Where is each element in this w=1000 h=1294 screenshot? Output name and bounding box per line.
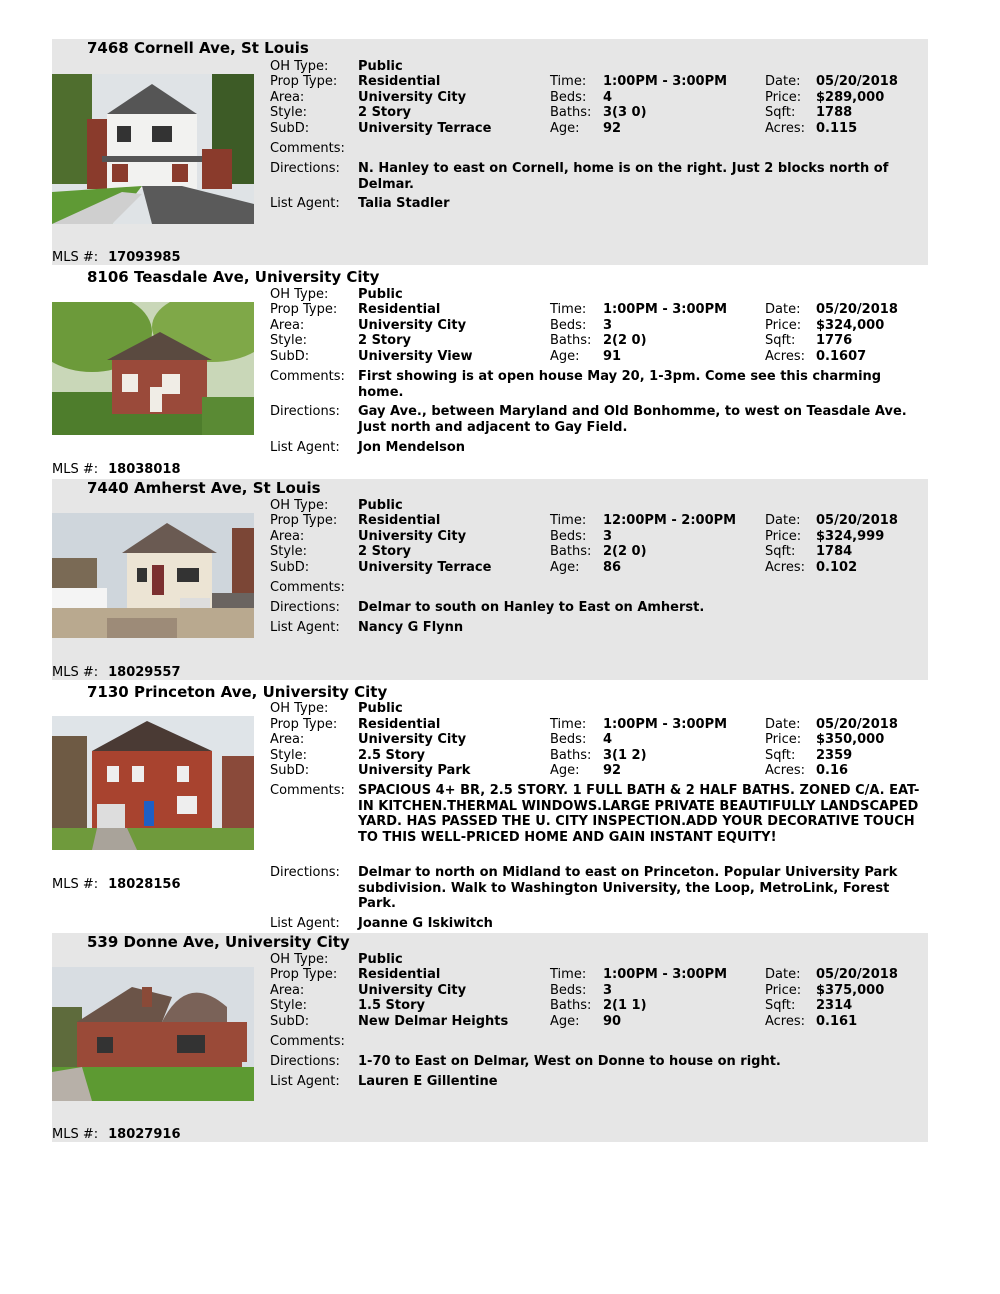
beds-label: Beds: (550, 318, 587, 333)
area-label: Area: (270, 318, 305, 333)
style-value: 2 Story (358, 333, 411, 348)
list-agent-value: Lauren E Gillentine (358, 1074, 498, 1089)
list-agent-value: Joanne G Iskiwitch (358, 916, 493, 931)
acres-label: Acres: (765, 121, 806, 136)
acres-label: Acres: (765, 763, 806, 778)
prop-type-value: Residential (358, 967, 441, 982)
price-label: Price: (765, 318, 802, 333)
mls-number (52, 665, 181, 680)
time-value: 12:00PM - 2:00PM (603, 513, 737, 528)
prop-type-value: Residential (358, 717, 441, 732)
sqft-value: 2359 (816, 748, 853, 763)
beds-value: 4 (603, 732, 613, 747)
price-value: $375,000 (816, 983, 885, 998)
age-label: Age: (550, 763, 580, 778)
mls-label: MLS #: (52, 250, 99, 265)
house-photo (52, 302, 254, 435)
oh-type-label: OH Type: (270, 498, 329, 513)
baths-value: 2(2 0) (603, 544, 647, 559)
beds-label: Beds: (550, 529, 587, 544)
directions-label: Directions: (270, 1054, 340, 1069)
oh-type-label: OH Type: (270, 952, 329, 967)
oh-type-value: Public (358, 287, 403, 302)
subd-label: SubD: (270, 121, 310, 136)
sqft-label: Sqft: (765, 105, 796, 120)
comments-label: Comments: (270, 1034, 345, 1049)
subd-label: SubD: (270, 763, 310, 778)
age-label: Age: (550, 1014, 580, 1029)
time-label: Time: (550, 513, 587, 528)
beds-value: 3 (603, 318, 613, 333)
style-label: Style: (270, 105, 308, 120)
prop-type-value: Residential (358, 513, 441, 528)
baths-label: Baths: (550, 998, 592, 1013)
sqft-value: 2314 (816, 998, 853, 1013)
listing-address: 7440 Amherst Ave, St Louis (87, 479, 321, 497)
style-value: 2 Story (358, 105, 411, 120)
subd-label: SubD: (270, 560, 310, 575)
beds-label: Beds: (550, 983, 587, 998)
listing-card (52, 933, 928, 1142)
date-label: Date: (765, 74, 801, 89)
prop-type-value: Residential (358, 74, 441, 89)
directions-label: Directions: (270, 600, 340, 615)
sqft-label: Sqft: (765, 333, 796, 348)
subd-value: University Terrace (358, 121, 492, 136)
directions-label: Directions: (270, 404, 340, 419)
list-agent-label: List Agent: (270, 620, 340, 635)
comments-label: Comments: (270, 783, 345, 798)
time-value: 1:00PM - 3:00PM (603, 74, 728, 89)
area-value: University City (358, 983, 467, 998)
baths-label: Baths: (550, 748, 592, 763)
style-label: Style: (270, 748, 308, 763)
date-value: 05/20/2018 (816, 74, 898, 89)
house-photo (52, 716, 254, 850)
price-value: $324,999 (816, 529, 885, 544)
date-value: 05/20/2018 (816, 302, 898, 317)
sqft-label: Sqft: (765, 998, 796, 1013)
age-label: Age: (550, 349, 580, 364)
beds-value: 4 (603, 90, 613, 105)
list-agent-value: Jon Mendelson (358, 440, 466, 455)
style-label: Style: (270, 544, 308, 559)
prop-type-label: Prop Type: (270, 302, 338, 317)
date-value: 05/20/2018 (816, 967, 898, 982)
list-agent-label: List Agent: (270, 916, 340, 931)
area-value: University City (358, 90, 467, 105)
list-agent-value: Talia Stadler (358, 196, 450, 211)
age-label: Age: (550, 121, 580, 136)
acres-label: Acres: (765, 349, 806, 364)
date-value: 05/20/2018 (816, 717, 898, 732)
price-label: Price: (765, 90, 802, 105)
comments-label: Comments: (270, 580, 345, 595)
style-value: 2 Story (358, 544, 411, 559)
oh-type-value: Public (358, 59, 403, 74)
mls-number (52, 1127, 181, 1142)
directions-value: Delmar to south on Hanley to East on Amherst. (358, 600, 705, 615)
age-value: 92 (603, 763, 622, 778)
date-label: Date: (765, 302, 801, 317)
time-value: 1:00PM - 3:00PM (603, 967, 728, 982)
price-label: Price: (765, 529, 802, 544)
sqft-value: 1776 (816, 333, 853, 348)
area-label: Area: (270, 90, 305, 105)
listing-card (52, 479, 928, 680)
style-label: Style: (270, 998, 308, 1013)
oh-type-value: Public (358, 498, 403, 513)
beds-label: Beds: (550, 732, 587, 747)
baths-label: Baths: (550, 333, 592, 348)
acres-value: 0.115 (816, 121, 858, 136)
oh-type-label: OH Type: (270, 59, 329, 74)
list-agent-value: Nancy G Flynn (358, 620, 464, 635)
comments-label: Comments: (270, 369, 345, 384)
price-value: $350,000 (816, 732, 885, 747)
area-value: University City (358, 318, 467, 333)
style-label: Style: (270, 333, 308, 348)
mls-number (52, 877, 181, 892)
time-label: Time: (550, 967, 587, 982)
date-value: 05/20/2018 (816, 513, 898, 528)
age-label: Age: (550, 560, 580, 575)
time-value: 1:00PM - 3:00PM (603, 717, 728, 732)
time-label: Time: (550, 302, 587, 317)
date-label: Date: (765, 967, 801, 982)
directions-label: Directions: (270, 161, 340, 176)
area-value: University City (358, 529, 467, 544)
house-photo (52, 513, 254, 638)
oh-type-label: OH Type: (270, 701, 329, 716)
sqft-value: 1788 (816, 105, 853, 120)
prop-type-value: Residential (358, 302, 441, 317)
mls-label: MLS #: (52, 462, 99, 477)
baths-value: 2(2 0) (603, 333, 647, 348)
listing-address: 8106 Teasdale Ave, University City (87, 268, 380, 286)
directions-label: Directions: (270, 865, 340, 880)
price-label: Price: (765, 983, 802, 998)
area-label: Area: (270, 983, 305, 998)
directions-value: Gay Ave., between Maryland and Old Bonhomme, to west on Teasdale Ave. Just north and adjacent to Gay Field. (358, 404, 907, 435)
baths-value: 3(1 2) (603, 748, 647, 763)
listing-card (52, 683, 928, 933)
prop-type-label: Prop Type: (270, 74, 338, 89)
baths-label: Baths: (550, 544, 592, 559)
date-label: Date: (765, 717, 801, 732)
price-value: $289,000 (816, 90, 885, 105)
prop-type-label: Prop Type: (270, 513, 338, 528)
time-label: Time: (550, 717, 587, 732)
acres-value: 0.102 (816, 560, 858, 575)
comments-label: Comments: (270, 141, 345, 156)
date-label: Date: (765, 513, 801, 528)
mls-value: 17093985 (108, 250, 181, 265)
directions-value: Delmar to north on Midland to east on Princeton. Popular University Park subdivision. Walk to Washington University, the Loop, MetroLink, Forest Park. (358, 865, 898, 911)
time-label: Time: (550, 74, 587, 89)
comments-value: SPACIOUS 4+ BR, 2.5 STORY. 1 FULL BATH & 2 HALF BATHS. ZONED C/A. EAT-IN KITCHEN.THERMAL WINDOWS.LARGE PRIVATE BEAUTIFULLY LANDSCAPED YARD. HAS PASSED THE U. CITY INSPECTION.ADD YOUR DECORATIVE TOUCH TO THIS WELL-PRICED HOME AND GAIN INSTANT EQUITY! (358, 783, 920, 845)
list-agent-label: List Agent: (270, 440, 340, 455)
prop-type-label: Prop Type: (270, 717, 338, 732)
beds-value: 3 (603, 983, 613, 998)
mls-label: MLS #: (52, 877, 99, 892)
mls-value: 18027916 (108, 1127, 181, 1142)
subd-value: New Delmar Heights (358, 1014, 509, 1029)
style-value: 1.5 Story (358, 998, 425, 1013)
house-photo (52, 967, 254, 1101)
mls-number (52, 250, 181, 265)
sqft-label: Sqft: (765, 748, 796, 763)
directions-value: 1-70 to East on Delmar, West on Donne to house on right. (358, 1054, 781, 1069)
sqft-label: Sqft: (765, 544, 796, 559)
sqft-value: 1784 (816, 544, 853, 559)
mls-label: MLS #: (52, 1127, 99, 1142)
area-label: Area: (270, 529, 305, 544)
subd-value: University Terrace (358, 560, 492, 575)
mls-value: 18038018 (108, 462, 181, 477)
area-label: Area: (270, 732, 305, 747)
acres-value: 0.16 (816, 763, 849, 778)
time-value: 1:00PM - 3:00PM (603, 302, 728, 317)
price-value: $324,000 (816, 318, 885, 333)
subd-value: University Park (358, 763, 471, 778)
prop-type-label: Prop Type: (270, 967, 338, 982)
mls-value: 18028156 (108, 877, 181, 892)
listing-card (52, 268, 928, 478)
acres-label: Acres: (765, 1014, 806, 1029)
mls-label: MLS #: (52, 665, 99, 680)
acres-label: Acres: (765, 560, 806, 575)
baths-value: 2(1 1) (603, 998, 647, 1013)
listing-address: 7130 Princeton Ave, University City (87, 683, 388, 701)
beds-label: Beds: (550, 90, 587, 105)
area-value: University City (358, 732, 467, 747)
list-agent-label: List Agent: (270, 1074, 340, 1089)
house-photo (52, 74, 254, 224)
directions-value: N. Hanley to east on Cornell, home is on the right. Just 2 blocks north of Delmar. (358, 161, 889, 192)
subd-value: University View (358, 349, 473, 364)
beds-value: 3 (603, 529, 613, 544)
mls-value: 18029557 (108, 665, 181, 680)
acres-value: 0.1607 (816, 349, 867, 364)
listing-address: 539 Donne Ave, University City (87, 933, 350, 951)
oh-type-value: Public (358, 952, 403, 967)
oh-type-value: Public (358, 701, 403, 716)
comments-value: First showing is at open house May 20, 1-3pm. Come see this charming home. (358, 369, 882, 400)
subd-label: SubD: (270, 349, 310, 364)
age-value: 90 (603, 1014, 622, 1029)
age-value: 92 (603, 121, 622, 136)
age-value: 86 (603, 560, 622, 575)
subd-label: SubD: (270, 1014, 310, 1029)
age-value: 91 (603, 349, 622, 364)
oh-type-label: OH Type: (270, 287, 329, 302)
style-value: 2.5 Story (358, 748, 425, 763)
listing-card (52, 39, 928, 265)
acres-value: 0.161 (816, 1014, 858, 1029)
listing-address: 7468 Cornell Ave, St Louis (87, 39, 309, 57)
list-agent-label: List Agent: (270, 196, 340, 211)
baths-label: Baths: (550, 105, 592, 120)
mls-number (52, 462, 181, 477)
price-label: Price: (765, 732, 802, 747)
baths-value: 3(3 0) (603, 105, 647, 120)
